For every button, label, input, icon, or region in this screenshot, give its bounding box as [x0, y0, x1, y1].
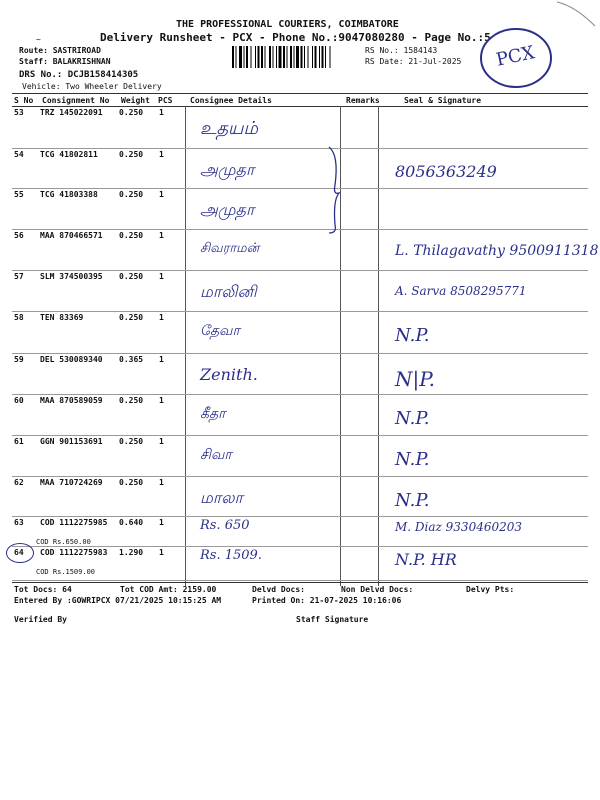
row-64-circle-mark	[6, 543, 34, 563]
row-weight: 0.250	[119, 313, 144, 322]
row-sno: 55	[14, 190, 24, 199]
row-weight: 0.365	[119, 355, 144, 364]
row-separator	[12, 435, 588, 436]
row-consignment-no: TCG 41803388	[40, 190, 98, 199]
row-sno: 64	[14, 548, 24, 557]
row-separator	[12, 229, 588, 230]
row-weight: 0.640	[119, 518, 144, 527]
row-consignee-handwritten: Rs. 650	[200, 518, 250, 533]
total-docs: Tot Docs: 64	[14, 585, 72, 594]
row-consignment-no: MAA 870466571	[40, 231, 103, 240]
row-separator	[12, 394, 588, 395]
row-pcs: 1	[159, 313, 164, 322]
row-consignment-no: TCG 41802811	[40, 150, 98, 159]
row-pcs: 1	[159, 231, 164, 240]
row-consignee-handwritten: உதயம்	[200, 118, 258, 139]
rs-date: RS Date: 21-Jul-2025	[365, 57, 462, 66]
row-pcs: 1	[159, 272, 164, 281]
row-sno: 53	[14, 108, 24, 117]
col-pcs: PCS	[158, 96, 173, 105]
row-pcs: 1	[159, 108, 164, 117]
row-consignee-handwritten: மாலினி	[200, 282, 257, 301]
row-sno: 54	[14, 150, 24, 159]
row-consignee-handwritten: மாலா	[200, 488, 243, 507]
row-consignment-no: GGN 901153691	[40, 437, 103, 446]
row-consignment-no: TRZ 145022091	[40, 108, 103, 117]
row-separator	[12, 353, 588, 354]
verified-by: Verified By	[14, 615, 67, 624]
row-consignment-no: SLM 374500395	[40, 272, 103, 281]
col-sno: S No	[14, 96, 34, 105]
row-signature-handwritten: N.P.	[395, 408, 430, 429]
route-label: Route: SASTRIROAD	[19, 46, 101, 55]
row-sno: 60	[14, 396, 24, 405]
row-weight: 1.290	[119, 548, 144, 557]
row-consignee-handwritten: அமுதா	[200, 160, 255, 179]
row-pcs: 1	[159, 396, 164, 405]
row-weight: 0.250	[119, 396, 144, 405]
vehicle-label: Vehicle: Two Wheeler Delivery	[22, 82, 162, 91]
row-separator	[12, 311, 588, 312]
row-sno: 62	[14, 478, 24, 487]
row-weight: 0.250	[119, 437, 144, 446]
row-signature-handwritten: N|P.	[395, 367, 435, 391]
row-separator	[12, 476, 588, 477]
col-weight: Weight	[121, 96, 150, 105]
non-delivered-docs: Non Delvd Docs:	[341, 585, 414, 594]
row-pcs: 1	[159, 355, 164, 364]
row-sno: 56	[14, 231, 24, 240]
row-weight: 0.250	[119, 108, 144, 117]
brace-mark	[325, 145, 345, 235]
row-separator	[12, 580, 588, 581]
row-sno: 61	[14, 437, 24, 446]
total-cod-amount: Tot COD Amt: 2159.00	[120, 585, 217, 594]
row-signature-handwritten: 8056363249	[395, 162, 497, 181]
row-weight: 0.250	[119, 150, 144, 159]
row-signature-handwritten: N.P.	[395, 449, 430, 470]
row-cod-amount: COD Rs.650.00	[36, 538, 91, 546]
row-consignment-no: TEN 83369	[40, 313, 84, 322]
row-separator	[12, 188, 588, 189]
row-consignee-handwritten: கீதா	[200, 406, 226, 422]
pcx-stamp: PCX	[478, 24, 556, 90]
col-consignee: Consignee Details	[190, 96, 272, 105]
row-sno: 57	[14, 272, 24, 281]
row-signature-handwritten: N.P.	[395, 490, 430, 511]
row-signature-handwritten: M. Diaz 9330460203	[395, 520, 523, 534]
col-consignment: Consignment No	[42, 96, 110, 105]
delivery-points: Delvy Pts:	[466, 585, 515, 594]
row-signature-handwritten: N.P. HR	[395, 550, 457, 569]
row-weight: 0.250	[119, 190, 144, 199]
staff-signature: Staff Signature	[296, 615, 369, 624]
row-signature-handwritten: L. Thilagavathy 9500911318	[395, 243, 599, 259]
tick-mark: ~	[36, 35, 41, 44]
col-seal-signature: Seal & Signature	[404, 96, 482, 105]
row-weight: 0.250	[119, 272, 144, 281]
printed-on: Printed On: 21-07-2025 10:16:06	[252, 596, 402, 605]
delivered-docs: Delvd Docs:	[252, 585, 305, 594]
row-pcs: 1	[159, 190, 164, 199]
row-weight: 0.250	[119, 478, 144, 487]
row-pcs: 1	[159, 478, 164, 487]
row-consignee-handwritten: Rs. 1509.	[200, 548, 262, 563]
row-consignee-handwritten: அமுதா	[200, 200, 255, 219]
entered-by: Entered By :GOWRIPCX 07/21/2025 10:15:25 AM	[14, 596, 222, 605]
row-consignee-handwritten: சிவா	[200, 447, 232, 463]
row-pcs: 1	[159, 548, 164, 557]
drs-number: DRS No.: DCJB158414305	[19, 70, 139, 80]
col-remarks: Remarks	[346, 96, 380, 105]
row-signature-handwritten: N.P.	[395, 325, 430, 346]
row-signature-handwritten: A. Sarva 8508295771	[395, 284, 527, 298]
row-pcs: 1	[159, 150, 164, 159]
row-consignment-no: DEL 530089340	[40, 355, 103, 364]
rs-number: RS No.: 1584143	[365, 46, 438, 55]
row-consignee-handwritten: தேவா	[200, 323, 240, 339]
row-consignee-handwritten: Zenith.	[200, 365, 258, 384]
row-separator	[12, 546, 588, 547]
row-weight: 0.250	[119, 231, 144, 240]
company-name: THE PROFESSIONAL COURIERS, COIMBATORE	[176, 19, 399, 30]
corner-scribble	[555, 0, 600, 30]
row-consignment-no: COD 1112275983	[40, 548, 108, 557]
staff-label: Staff: BALAKRISHNAN	[19, 57, 111, 66]
row-separator	[12, 148, 588, 149]
row-sno: 63	[14, 518, 24, 527]
row-cod-amount: COD Rs.1509.00	[36, 568, 96, 576]
runsheet-title: Delivery Runsheet - PCX - Phone No.:9047080280 - Page No.:5	[100, 31, 491, 44]
row-sno: 58	[14, 313, 24, 322]
row-sno: 59	[14, 355, 24, 364]
row-consignment-no: MAA 710724269	[40, 478, 103, 487]
row-consignment-no: MAA 870589059	[40, 396, 103, 405]
row-consignee-handwritten: சிவராமன்	[200, 241, 260, 256]
row-consignment-no: COD 1112275985	[40, 518, 108, 527]
barcode	[232, 46, 360, 68]
row-separator	[12, 516, 588, 517]
row-separator	[12, 270, 588, 271]
row-pcs: 1	[159, 518, 164, 527]
row-pcs: 1	[159, 437, 164, 446]
